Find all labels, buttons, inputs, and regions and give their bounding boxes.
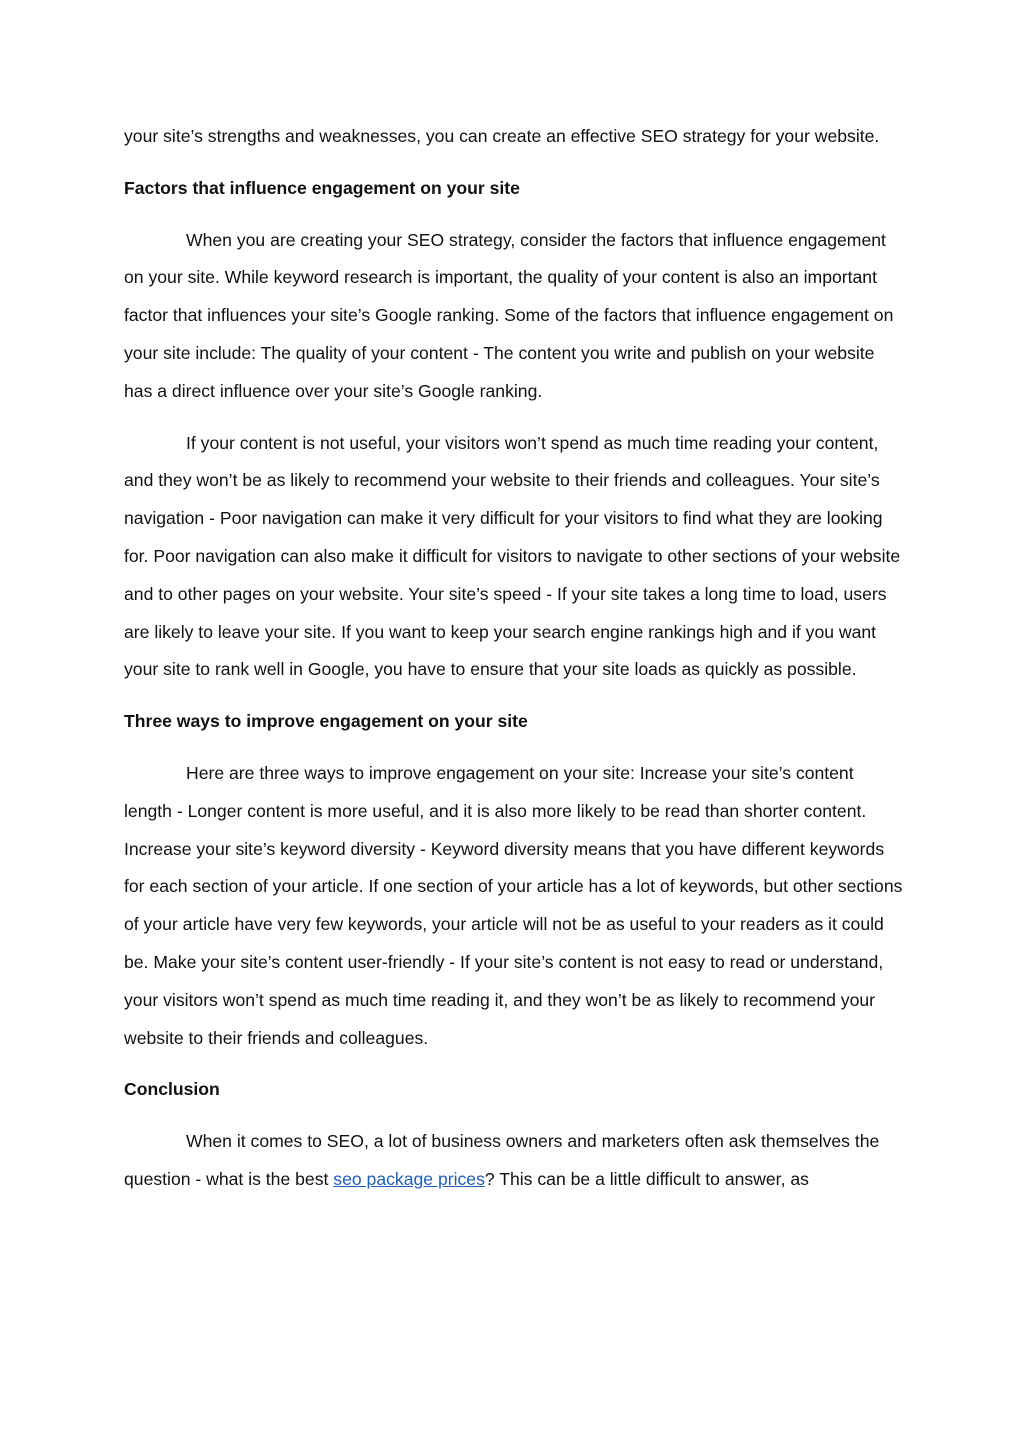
seo-package-prices-link[interactable]: seo package prices <box>333 1168 485 1189</box>
factors-paragraph-2: If your content is not useful, your visitors won’t spend as much time reading your content, and they won’t be as likely to recommend your website to their friends and colleagues. Your site’s navigation - Poor navigation can make it very difficult for your visitors to find what they are looking for. Poor navigation can also make it difficult for visitors to navigate to other sections of your website and to other pages on your website. Your site’s speed - If your site takes a long time to load, users are likely to leave your site. If you want to keep your search engine rankings high and if you want your site to rank well in Google, you have to ensure that your site loads as quickly as possible. <box>124 432 901 680</box>
conclusion-paragraph <box>124 1123 904 1199</box>
document-body <box>124 118 904 1213</box>
heading-conclusion: Conclusion <box>124 1079 220 1100</box>
conclusion-text-before: When it comes to SEO, a lot of business owners and marketers often ask themselves the question - what is the best <box>124 1131 880 1189</box>
three-ways-paragraph: Here are three ways to improve engagement on your site: Increase your site’s content length - Longer content is more useful, and it is also more likely to be read than shorter content. Increase your site’s keyword diversity - Keyword diversity means that you have different keywords for each section of your article. If one section of your article has a lot of keywords, but other sections of your article have very few keywords, your article will not be as useful to your readers as it could be. Make your site’s content user-friendly - If your site’s content is not easy to read or understand, your visitors won’t spend as much time reading it, and they won’t be as likely to recommend your website to their friends and colleagues. <box>124 762 903 1048</box>
conclusion-text-after: ? This can be a little difficult to answer, as <box>484 1168 809 1189</box>
factors-paragraph-1: When you are creating your SEO strategy, consider the factors that influence engagement on your site. While keyword research is important, the quality of your content is also an important factor that influences your site’s Google ranking. Some of the factors that influence engagement on your site include: The quality of your content - The content you write and publish on your website has a direct influence over your site’s Google ranking. <box>124 229 894 401</box>
heading-three-ways: Three ways to improve engagement on your site <box>124 711 528 732</box>
intro-paragraph: your site’s strengths and weaknesses, you can create an effective SEO strategy for your website. <box>124 126 880 146</box>
heading-factors: Factors that influence engagement on your site <box>124 177 520 198</box>
